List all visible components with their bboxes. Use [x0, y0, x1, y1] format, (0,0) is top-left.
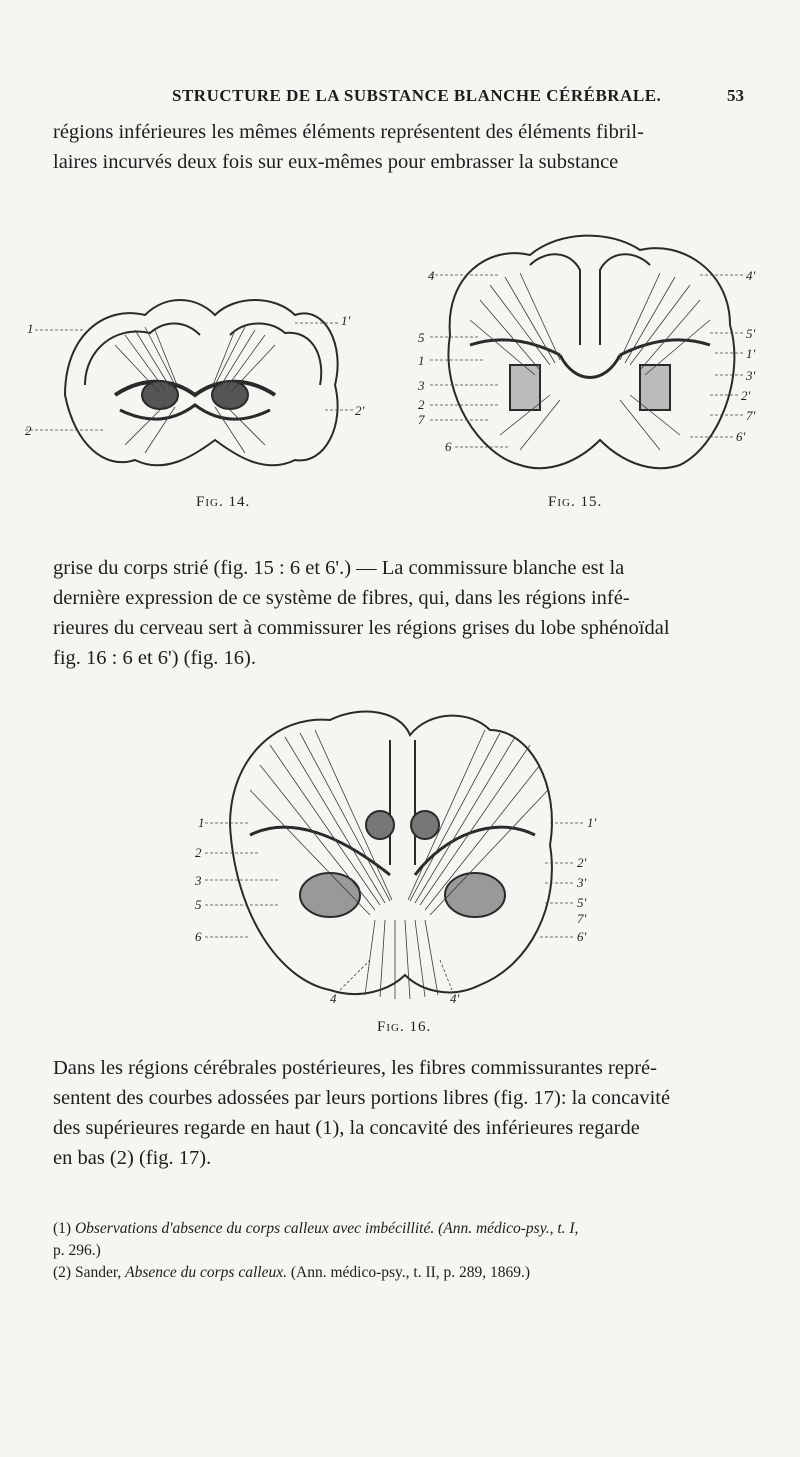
text-line: des supérieures regarde en haut (1), la concavité des inférieures regarde — [53, 1117, 640, 1139]
footnote-marker: (2) — [53, 1264, 72, 1281]
text-line: en bas (2) (fig. 17). — [53, 1147, 212, 1169]
fig15-label: 7' — [746, 408, 756, 423]
figure-15 — [410, 225, 770, 480]
paragraph-3 — [53, 1053, 765, 1173]
footnotes — [53, 1218, 765, 1284]
figure-16-illustration — [190, 705, 610, 1010]
fig15-label: 2' — [741, 388, 751, 403]
page-number: 53 — [727, 86, 744, 105]
fig16-label: 4' — [450, 991, 460, 1006]
fig15-label: 6' — [736, 429, 746, 444]
fig16-label: 1' — [587, 815, 597, 830]
figure-16 — [190, 705, 610, 1010]
text-line: grise du corps strié (fig. 15 : 6 et 6'.) — La commissure blanche est la — [53, 557, 625, 579]
fig16-label: 2 — [195, 845, 202, 860]
fig14-label: 2 — [25, 423, 32, 438]
footnote-author: Sander, — [74, 1264, 122, 1281]
running-header — [0, 86, 800, 110]
figure-15-caption: Fig. 15. — [548, 494, 603, 510]
footnote-1-continuation: p. 296.) — [53, 1242, 101, 1259]
fig15-label: 5' — [746, 326, 756, 341]
footnote-2 — [53, 1262, 765, 1284]
text-line: rieures du cerveau sert à commissurer les régions grises du lobe sphénoïdal — [53, 617, 670, 639]
fig15-label: 4 — [428, 268, 435, 283]
paragraph-2 — [53, 553, 765, 673]
fig15-label: 3 — [418, 378, 425, 393]
figure-15-illustration — [410, 225, 770, 480]
fig15-label: 5 — [418, 330, 425, 345]
footnote-marker: (1) — [53, 1220, 72, 1237]
fig15-label: 6 — [445, 439, 452, 454]
header-title: STRUCTURE DE LA SUBSTANCE BLANCHE CÉRÉBRALE. — [172, 86, 662, 105]
figure-14-caption: Fig. 14. — [196, 494, 251, 510]
fig14-label: 1' — [341, 313, 351, 328]
figure-14 — [25, 275, 365, 475]
text-line: fig. 16 : 6 et 6') (fig. 16). — [53, 647, 256, 669]
fig15-label: 4' — [746, 268, 756, 283]
figure-16-caption: Fig. 16. — [377, 1019, 432, 1035]
footnote-title: Absence du corps calleux. — [125, 1264, 287, 1281]
fig16-label: 4 — [330, 991, 337, 1006]
paragraph-1 — [53, 117, 765, 177]
fig15-label: 1' — [746, 346, 756, 361]
fig15-label: 3' — [746, 368, 756, 383]
fig15-label: 1 — [418, 353, 425, 368]
text-line: Dans les régions cérébrales postérieures, les fibres commissurantes repré- — [53, 1057, 657, 1079]
text-line: sentent des courbes adossées par leurs portions libres (fig. 17): la concavité — [53, 1087, 671, 1109]
fig16-label: 5 — [195, 897, 202, 912]
fig16-label: 1 — [198, 815, 205, 830]
footnote-source: (Ann. médico-psy., t. II, p. 289, 1869.) — [290, 1264, 531, 1281]
fig16-label: 5' — [577, 895, 587, 910]
fig16-label: 3' — [577, 875, 587, 890]
text-line: laires incurvés deux fois sur eux-mêmes pour embrasser la substance — [53, 151, 619, 173]
text-line: régions inférieures les mêmes éléments représentent des éléments fibril- — [53, 121, 644, 143]
footnote-source: (Ann. médico-psy., t. I, — [438, 1220, 579, 1237]
text-line: dernière expression de ce système de fibres, qui, dans les régions infé- — [53, 587, 630, 609]
fig14-label: 1 — [27, 321, 34, 336]
fig15-label: 2 — [418, 397, 425, 412]
figure-14-illustration — [25, 275, 365, 475]
fig16-label: 2' — [577, 855, 587, 870]
fig14-label: 2' — [355, 403, 365, 418]
footnote-title: Observations d'absence du corps calleux avec imbécillité. — [74, 1220, 435, 1237]
fig16-label: 3 — [195, 873, 202, 888]
fig16-label: 7' — [577, 911, 587, 926]
fig16-label: 6' — [577, 929, 587, 944]
footnote-1 — [53, 1218, 765, 1240]
fig16-label: 6 — [195, 929, 202, 944]
fig15-label: 7 — [418, 412, 425, 427]
